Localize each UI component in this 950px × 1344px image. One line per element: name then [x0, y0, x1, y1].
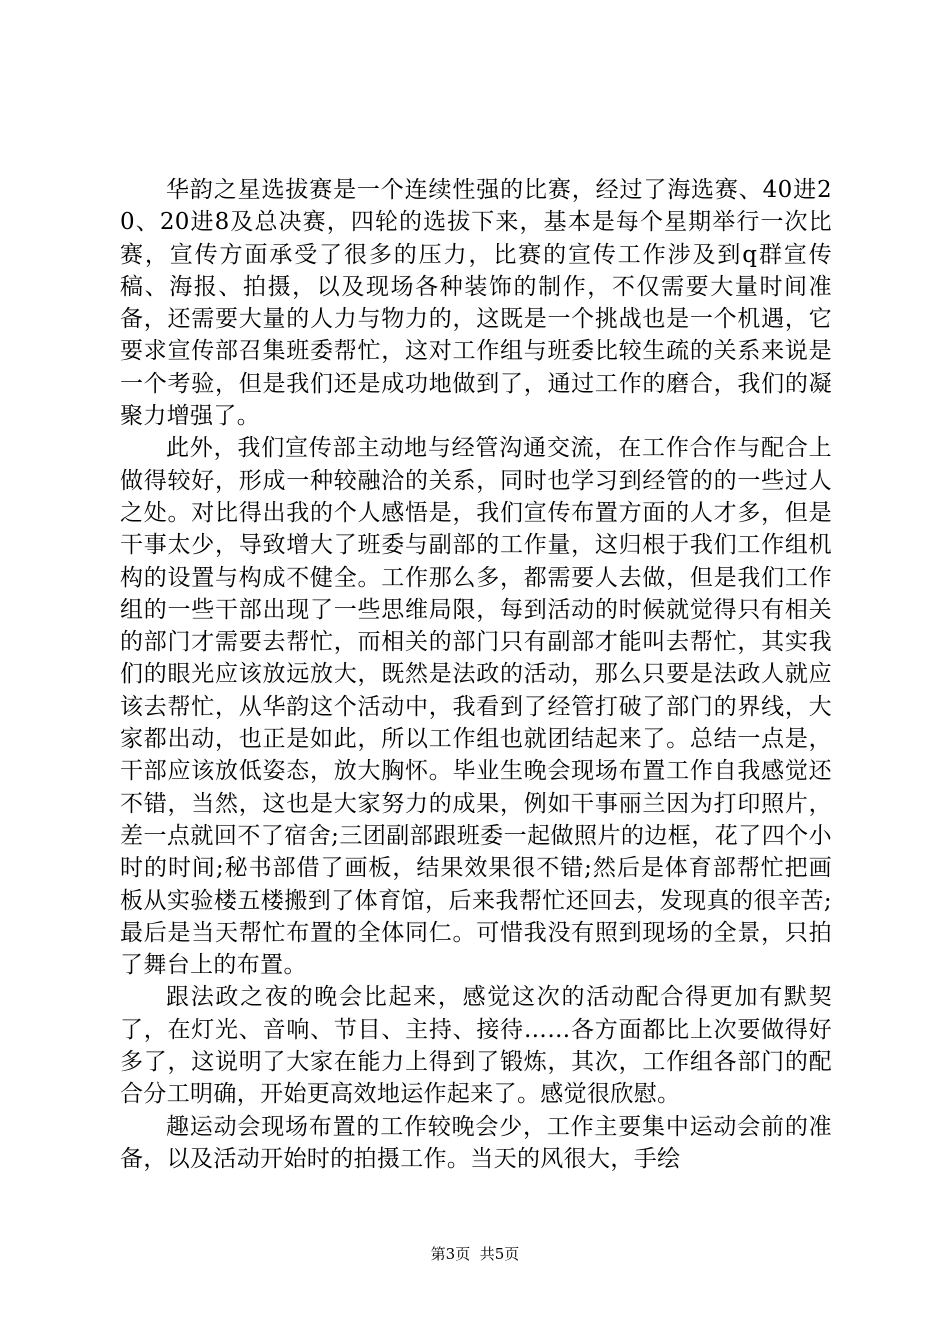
footer-separator: [470, 1245, 480, 1263]
paragraph-cooperation: 此外，我们宣传部主动地与经管沟通交流，在工作合作与配合上做得较好，形成一种较融洽的关系，同时也学习到经管的的一些过人之处。对比得出我的个人感悟是，我们宣传布置方面的人才多，但是干事太少，导致增大了班委与副部的工作量，这归根于我们工作组机构的设置与构成不健全。工作那么多，都需要人去做，但是我们工作组的一些干部出现了一些思维局限，每到活动的时候就觉得只有相关的部门才需要去帮忙，而相关的部门只有副部才能叫去帮忙，其实我们的眼光应该放远放大，既然是法政的活动，那么只要是法政人就应该去帮忙，从华韵这个活动中，我看到了经管打破了部门的界线，大家都出动，也正是如此，所以工作组也就团结起来了。总结一点是，干部应该放低姿态，放大胸怀。毕业生晚会现场布置工作自我感觉还不错，当然，这也是大家努力的成果，例如干事丽兰因为打印照片，差一点就回不了宿舍;三团副部跟班委一起做照片的边框，花了四个小时的时间;秘书部借了画板，结果效果很不错;然后是体育部帮忙把画板从实验楼五楼搬到了体育馆，后来我帮忙还回去，发现真的很辛苦;最后是当天帮忙布置的全体同仁。可惜我没有照到现场的全景，只拍了舞台上的布置。: [120, 435, 832, 979]
paragraph-huayun-contest: 华韵之星选拔赛是一个连续性强的比赛，经过了海选赛、40进20、20进8及总决赛，四轮的选拔下来，基本是每个星期举行一次比赛，宣传方面承受了很多的压力，比赛的宣传工作涉及到q群宣传稿、海报、拍摄，以及现场各种装饰的制作，不仅需要大量时间准备，还需要大量的人力与物力的，这既是一个挑战也是一个机遇，它要求宣传部召集班委帮忙，这对工作组与班委比较生疏的关系来说是一个考验，但是我们还是成功地做到了，通过工作的磨合，我们的凝聚力增强了。: [120, 177, 832, 430]
paragraph-sports-meet: 趣运动会现场布置的工作较晚会少，工作主要集中运动会前的准备，以及活动开始时的拍摄工作。当天的风很大，手绘: [120, 1113, 832, 1172]
document-body: [120, 174, 832, 1175]
page-number-current: 第3页: [430, 1245, 471, 1263]
page-footer: [0, 1244, 950, 1264]
page-number-total: 共5页: [479, 1245, 520, 1263]
paragraph-evening-party: 跟法政之夜的晚会比起来，感觉这次的活动配合得更加有默契了，在灯光、音响、节目、主持、接待……各方面都比上次要做得好多了，这说明了大家在能力上得到了锻炼，其次，工作组各部门的配合分工明确，开始更高效地运作起来了。感觉很欣慰。: [120, 984, 832, 1108]
